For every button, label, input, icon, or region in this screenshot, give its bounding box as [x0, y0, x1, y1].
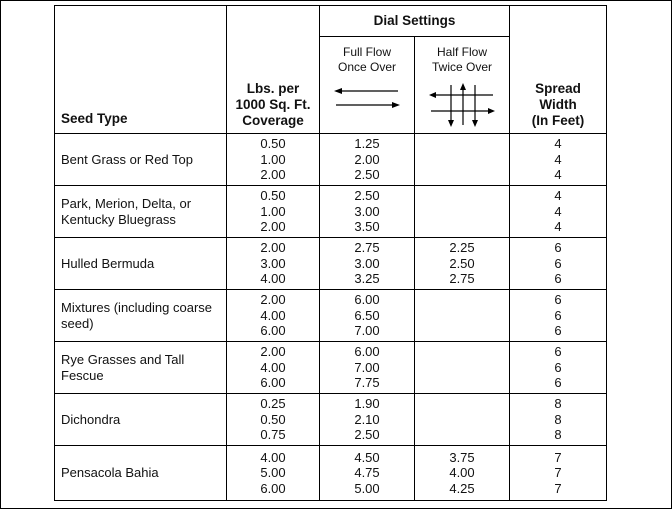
cell-value [415, 308, 509, 324]
cell-value: 3.50 [354, 219, 380, 235]
half-flow-cell [415, 238, 510, 290]
table-row [55, 342, 607, 394]
cell-value: 4.00 [260, 359, 286, 375]
cell-value [415, 136, 509, 152]
cell-value [415, 188, 509, 204]
cell-value: 4 [554, 219, 562, 235]
cell-value: 3.00 [354, 255, 380, 271]
cell-value: 4 [554, 188, 562, 204]
cell-value: 4.50 [354, 449, 380, 465]
cell-value: 1.90 [354, 396, 380, 412]
seed-settings-table [54, 5, 607, 501]
full-flow-cell [320, 394, 415, 446]
full-flow-cell [320, 342, 415, 394]
cell-value: 5.00 [260, 465, 286, 481]
cell-value: 4 [554, 151, 562, 167]
cell-value [415, 152, 509, 168]
cell-value [415, 427, 509, 443]
spread-cell [510, 134, 607, 186]
lbs-cell [227, 186, 320, 238]
spread-cell [510, 342, 607, 394]
cell-value: 7 [554, 449, 562, 465]
cell-value: 6.00 [354, 292, 380, 308]
spread-cell [510, 446, 607, 501]
seed-type-cell: Bent Grass or Red Top [55, 134, 227, 186]
cell-value [415, 219, 509, 235]
lbs-cell [227, 446, 320, 501]
header-lbs-line: Coverage [242, 113, 304, 128]
full-flow-cell [320, 290, 415, 342]
half-flow-line: Half Flow [437, 45, 488, 59]
lbs-cell [227, 290, 320, 342]
cell-value: 4 [554, 136, 562, 152]
cell-value: 0.50 [260, 136, 286, 152]
full-flow-line: Full Flow [342, 45, 391, 59]
half-flow-cell [415, 446, 510, 501]
header-spread-line: (In Feet) [531, 113, 585, 128]
cell-value [415, 360, 509, 376]
cell-value: 2.50 [354, 427, 380, 443]
half-flow-cell [415, 186, 510, 238]
half-flow-cell [415, 290, 510, 342]
cell-value [415, 167, 509, 183]
header-half-flow [415, 37, 510, 134]
cell-value [415, 292, 509, 308]
cell-value: 0.50 [260, 411, 286, 427]
header-lbs-coverage [227, 6, 320, 134]
cell-value: 0.75 [260, 427, 286, 443]
lbs-cell [227, 134, 320, 186]
cell-value: 4.00 [449, 465, 475, 481]
full-flow-cell [320, 446, 415, 501]
spread-cell [510, 186, 607, 238]
half-flow-cell [415, 342, 510, 394]
cell-value: 4 [554, 203, 562, 219]
header-spread-line: Spread [535, 81, 581, 96]
cell-value: 2.50 [449, 255, 475, 271]
cell-value: 6 [554, 292, 562, 308]
spread-cell [510, 238, 607, 290]
cell-value: 6 [554, 359, 562, 375]
cell-value: 2.25 [449, 240, 475, 256]
cell-value: 6 [554, 255, 562, 271]
cell-value: 4.00 [260, 307, 286, 323]
lbs-cell [227, 238, 320, 290]
table-row [55, 446, 607, 501]
cell-value: 4.00 [260, 449, 286, 465]
header-spread-width [510, 6, 607, 134]
table-row [55, 290, 607, 342]
cell-value: 2.00 [354, 151, 380, 167]
table-row [55, 134, 607, 186]
cell-value: 2.00 [260, 167, 286, 183]
cell-value: 3.00 [260, 255, 286, 271]
cell-value: 2.50 [354, 167, 380, 183]
half-flow-cell [415, 394, 510, 446]
cell-value: 4.75 [354, 465, 380, 481]
once-over-arrows-icon [332, 83, 402, 113]
cell-value [415, 412, 509, 428]
cell-value: 3.75 [449, 449, 475, 465]
cell-value: 5.00 [354, 480, 380, 496]
cell-value: 1.00 [260, 151, 286, 167]
cell-value: 3.00 [354, 203, 380, 219]
cell-value: 7.00 [354, 359, 380, 375]
cell-value: 2.00 [260, 219, 286, 235]
full-flow-cell [320, 238, 415, 290]
cell-value: 6.00 [260, 323, 286, 339]
cell-value: 7.00 [354, 323, 380, 339]
cell-value: 7 [554, 465, 562, 481]
seed-type-cell: Mixtures (including coarse seed) [55, 290, 227, 342]
cell-value: 6 [554, 271, 562, 287]
cell-value: 7 [554, 480, 562, 496]
cell-value: 6 [554, 240, 562, 256]
cell-value: 6.00 [260, 375, 286, 391]
seed-type-cell: Dichondra [55, 394, 227, 446]
cell-value: 8 [554, 396, 562, 412]
full-flow-line: Once Over [337, 60, 397, 74]
table-row [55, 186, 607, 238]
seed-type-cell: Hulled Bermuda [55, 238, 227, 290]
header-spread-line: Width [539, 97, 577, 112]
half-flow-cell [415, 134, 510, 186]
cell-value: 6 [554, 344, 562, 360]
seed-type-cell: Rye Grasses and Tall Fescue [55, 342, 227, 394]
cell-value: 2.00 [260, 344, 286, 360]
half-flow-line: Twice Over [432, 60, 493, 74]
header-seed-type: Seed Type [55, 6, 227, 134]
cell-value: 2.00 [260, 240, 286, 256]
cell-value: 2.10 [354, 411, 380, 427]
full-flow-cell [320, 134, 415, 186]
cell-value: 6.50 [354, 307, 380, 323]
table-row [55, 238, 607, 290]
lbs-cell [227, 342, 320, 394]
cell-value [415, 344, 509, 360]
lbs-cell [227, 394, 320, 446]
cell-value: 4 [554, 167, 562, 183]
cell-value: 6.00 [260, 480, 286, 496]
cell-value: 1.00 [260, 203, 286, 219]
cell-value: 2.75 [449, 271, 475, 287]
cell-value: 2.50 [354, 188, 380, 204]
cell-value [415, 396, 509, 412]
cell-value: 2.75 [354, 240, 380, 256]
cell-value: 1.25 [354, 136, 380, 152]
cell-value: 6 [554, 375, 562, 391]
header-full-flow [320, 37, 415, 134]
cell-value: 4.00 [260, 271, 286, 287]
cell-value: 3.25 [354, 271, 380, 287]
header-lbs-line: 1000 Sq. Ft. [235, 97, 311, 112]
spread-cell [510, 290, 607, 342]
cell-value: 2.00 [260, 292, 286, 308]
header-lbs-line: Lbs. per [246, 81, 300, 96]
seed-type-cell: Park, Merion, Delta, or Kentucky Bluegrass [55, 186, 227, 238]
full-flow-cell [320, 186, 415, 238]
cell-value: 8 [554, 427, 562, 443]
cell-value: 6 [554, 307, 562, 323]
spread-cell [510, 394, 607, 446]
twice-over-arrows-icon [427, 83, 497, 127]
cell-value: 0.25 [260, 396, 286, 412]
cell-value: 6.00 [354, 344, 380, 360]
table-row [55, 394, 607, 446]
cell-value: 7.75 [354, 375, 380, 391]
cell-value [415, 375, 509, 391]
cell-value: 0.50 [260, 188, 286, 204]
seed-type-cell: Pensacola Bahia [55, 446, 227, 501]
cell-value: 4.25 [449, 480, 475, 496]
cell-value [415, 323, 509, 339]
cell-value: 8 [554, 411, 562, 427]
cell-value [415, 204, 509, 220]
header-dial-settings: Dial Settings [320, 6, 510, 37]
cell-value: 6 [554, 323, 562, 339]
